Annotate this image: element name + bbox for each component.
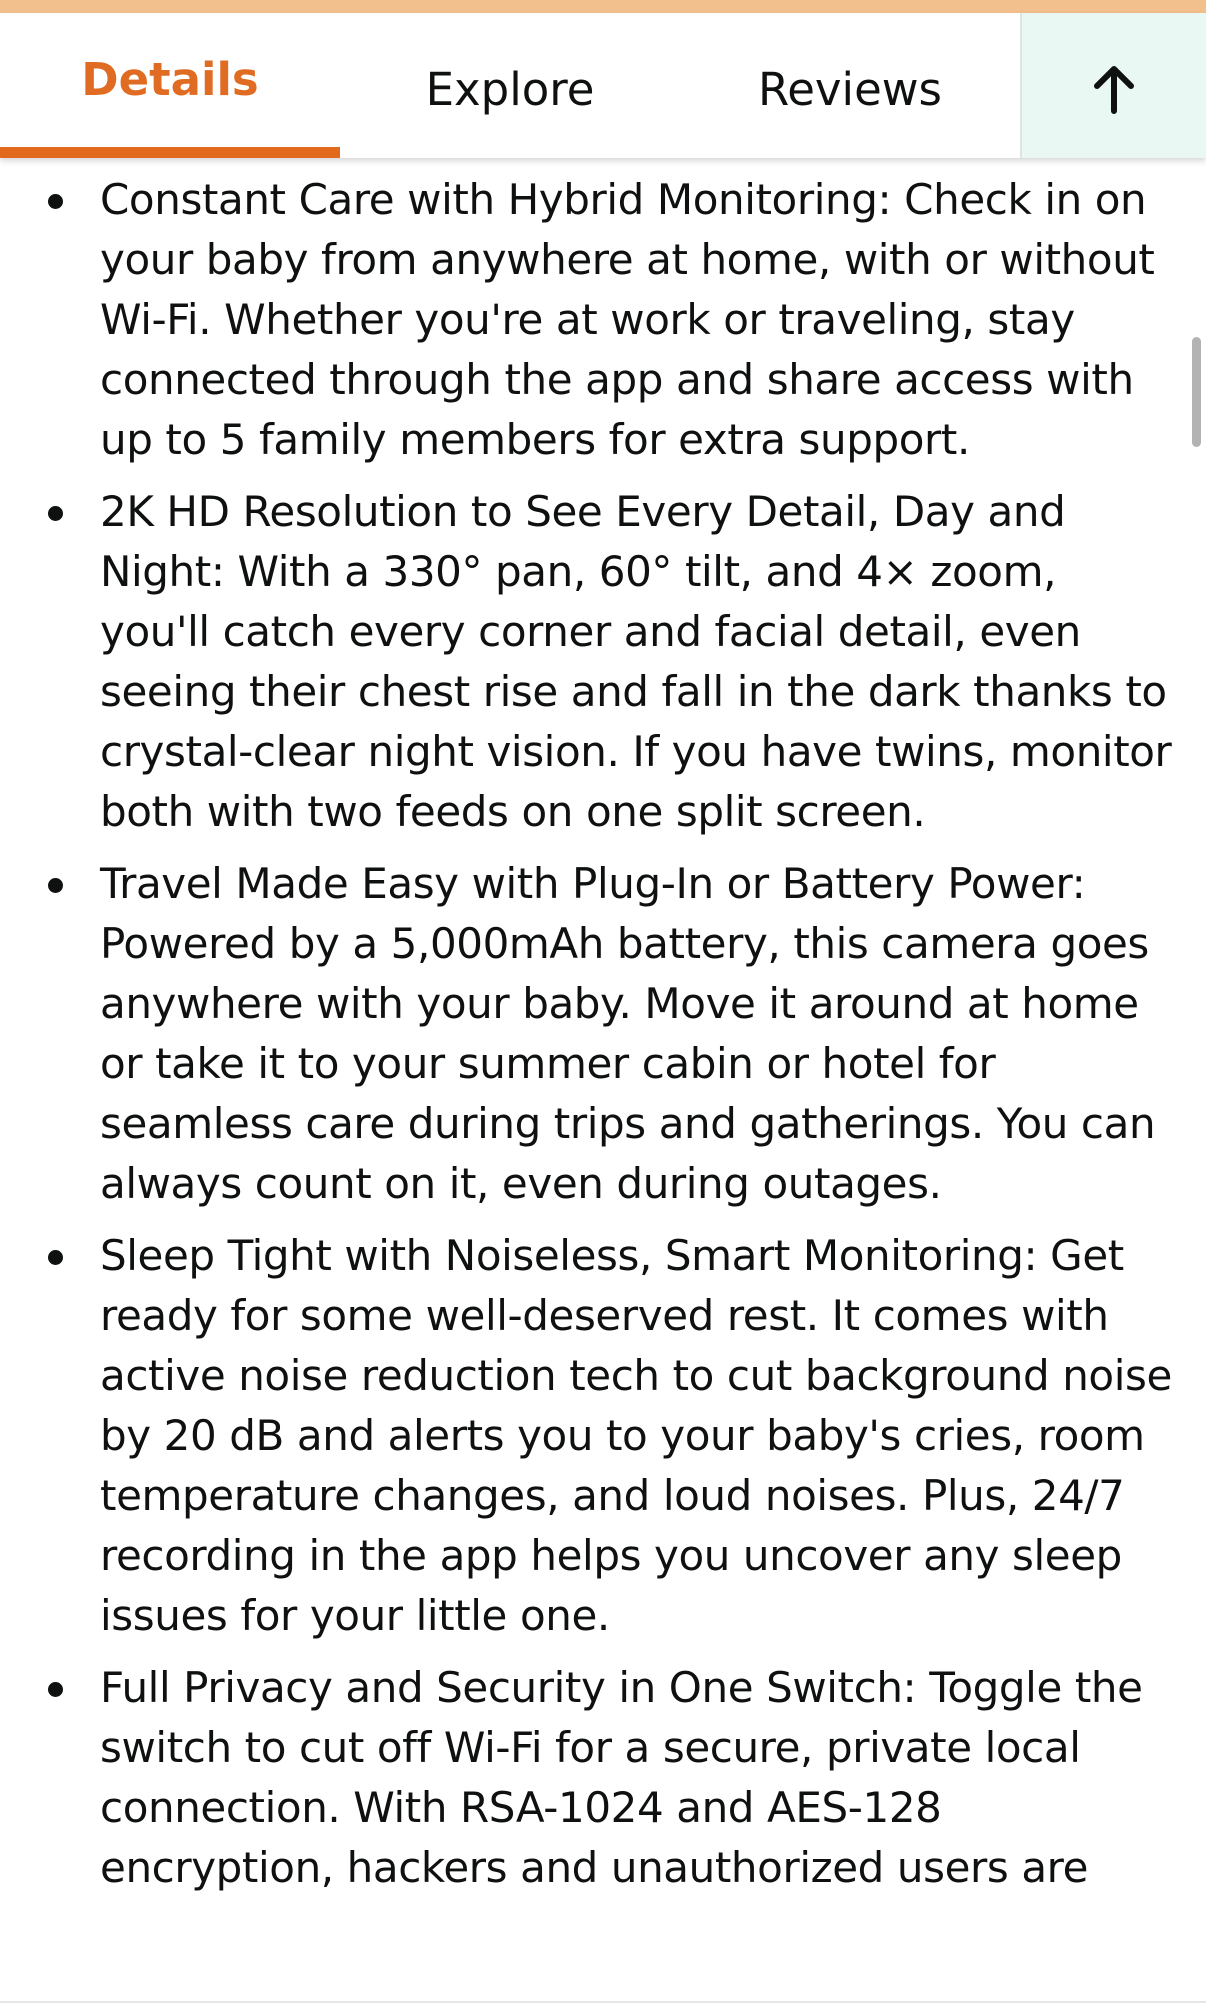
scrollbar[interactable]: [1192, 337, 1201, 447]
list-item: [0, 482, 1206, 842]
bullet-text: Full Privacy and Security in One Switch: Toggle the switch to cut off Wi-Fi for a secure, private local connection. With RSA-1024 and AES-128 encryption, hackers and unauthorized users are: [100, 1663, 1143, 1892]
tab-details-label: Details: [81, 53, 259, 106]
bullet-dot-icon: [48, 1682, 63, 1697]
bullet-text: 2K HD Resolution to See Every Detail, Day and Night: With a 330° pan, 60° tilt, and 4× zoom, you'll catch every corner and facial detail, even seeing their chest rise and fall in the dark thanks to crystal-clear night vision. If you have twins, monitor both with two feeds on one split screen.: [100, 487, 1172, 836]
back-to-top-button[interactable]: [1020, 13, 1206, 158]
tab-details[interactable]: [0, 13, 340, 158]
feature-bullet-list: [0, 170, 1206, 1898]
tab-explore[interactable]: [340, 13, 680, 158]
bullet-text: Constant Care with Hybrid Monitoring: Check in on your baby from anywhere at home, with or without Wi-Fi. Whether you're at work or traveling, stay connected through the app and share access with up to 5 family members for extra support.: [100, 175, 1155, 464]
list-item: [0, 854, 1206, 1214]
bullet-dot-icon: [48, 878, 63, 893]
arrow-up-icon: [1091, 64, 1137, 114]
bullet-dot-icon: [48, 506, 63, 521]
list-item: [0, 1658, 1206, 1898]
section-tab-bar: [0, 13, 1206, 158]
top-accent-strip: [0, 0, 1206, 13]
tab-reviews[interactable]: [680, 13, 1020, 158]
bullet-dot-icon: [48, 194, 63, 209]
bullet-text: Travel Made Easy with Plug-In or Battery Power: Powered by a 5,000mAh battery, this camera goes anywhere with your baby. Move it around at home or take it to your summer cabin or hotel for seamless care during trips and gatherings. You can always count on it, even during outages.: [100, 859, 1156, 1208]
bullet-text: Sleep Tight with Noiseless, Smart Monitoring: Get ready for some well-deserved rest. It comes with active noise reduction tech to cut background noise by 20 dB and alerts you to your baby's cries, room temperature changes, and loud noises. Plus, 24/7 recording in the app helps you uncover any sleep issues for your little one.: [100, 1231, 1172, 1640]
tab-reviews-label: Reviews: [758, 63, 942, 116]
tab-explore-label: Explore: [425, 63, 595, 116]
bullet-dot-icon: [48, 1250, 63, 1265]
product-details-content: [0, 170, 1206, 2001]
list-item: [0, 1226, 1206, 1646]
list-item: [0, 170, 1206, 470]
